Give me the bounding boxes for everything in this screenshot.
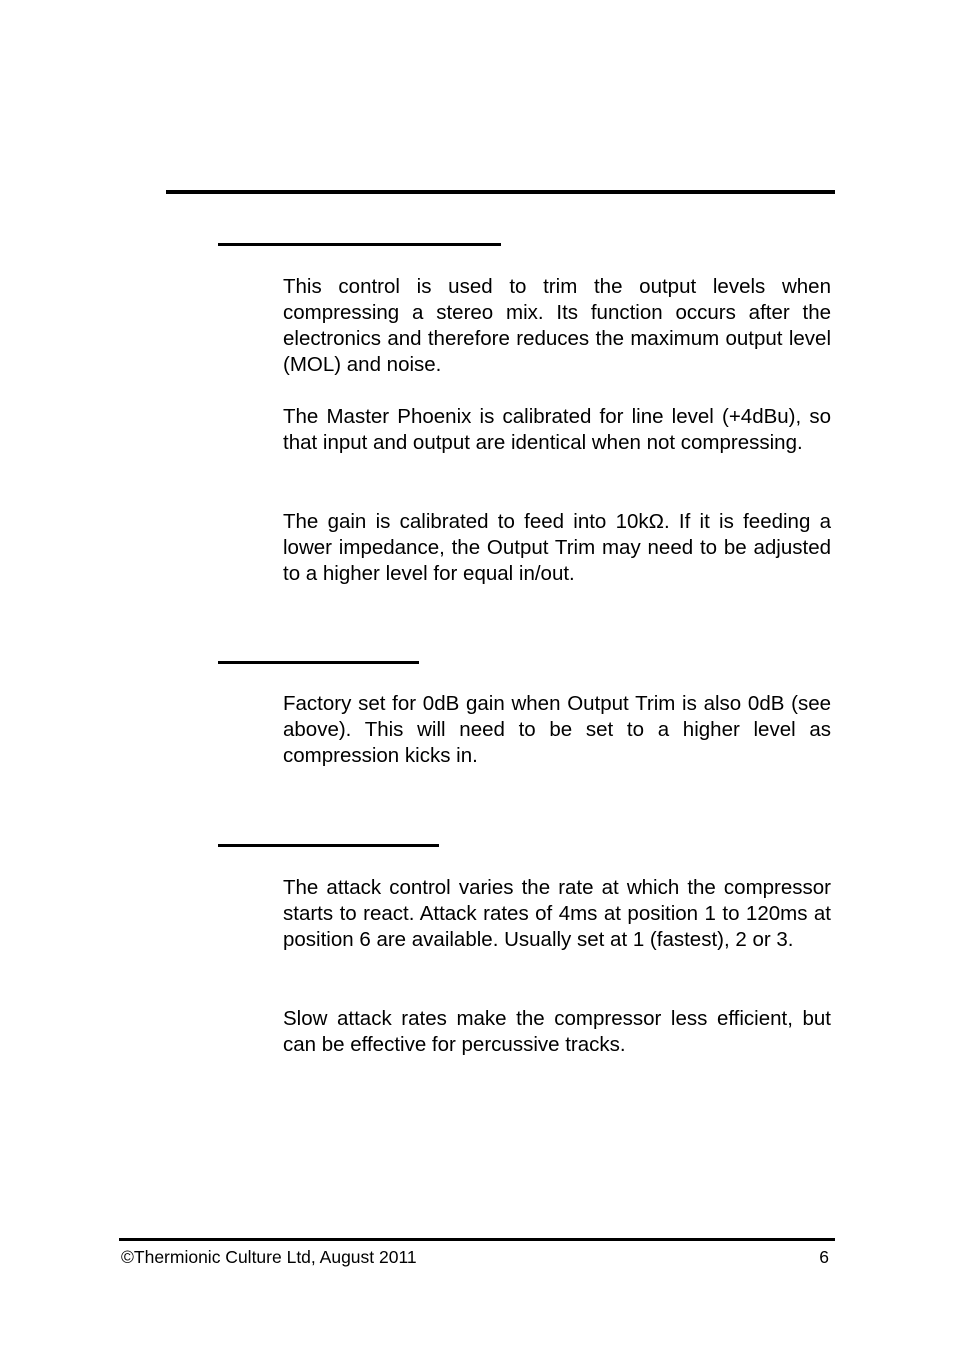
section-heading-underline-attack bbox=[218, 844, 439, 847]
output-trim-paragraph-2: The Master Phoenix is calibrated for line level (+4dBu), so that input and output are identical when not compressing. bbox=[283, 405, 831, 454]
page-number: 6 bbox=[819, 1247, 829, 1267]
output-trim-paragraph-1: This control is used to trim the output levels when compressing a stereo mix. Its function occurs after the electronics and therefore reduces the maximum output level (MOL) and noise. bbox=[283, 275, 831, 376]
gain-paragraph-1: Factory set for 0dB gain when Output Trim is also 0dB (see above). This will need to be set to a higher level as compression kicks in. bbox=[283, 692, 831, 767]
footer-rule bbox=[119, 1238, 835, 1241]
footer-copyright: ©Thermionic Culture Ltd, August 2011 bbox=[121, 1247, 417, 1267]
header-rule bbox=[166, 190, 835, 194]
attack-paragraph-2: Slow attack rates make the compressor less efficient, but can be effective for percussive tracks. bbox=[283, 1007, 831, 1056]
section-heading-underline-gain bbox=[218, 661, 419, 664]
section-heading-underline-output-trim bbox=[218, 243, 501, 246]
output-trim-paragraph-3: The gain is calibrated to feed into 10kΩ. If it is feeding a lower impedance, the Output Trim may need to be adjusted to a higher level for equal in/out. bbox=[283, 510, 831, 585]
attack-paragraph-1: The attack control varies the rate at which the compressor starts to react. Attack rates of 4ms at position 1 to 120ms at position 6 are available. Usually set at 1 (fastest), 2 or 3. bbox=[283, 876, 831, 951]
